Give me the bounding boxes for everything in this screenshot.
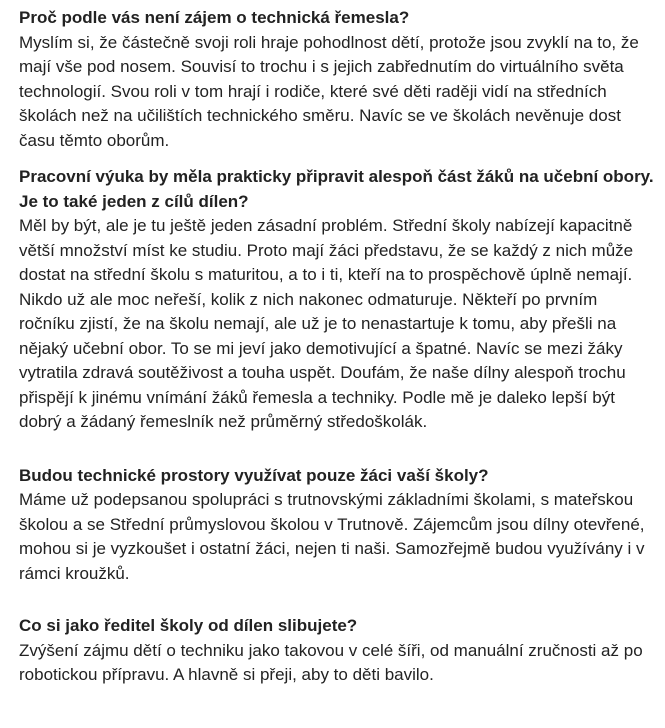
section-spacer [19, 435, 657, 464]
section-spacer [19, 586, 657, 614]
qa-section [19, 614, 657, 688]
section-spacer [19, 153, 657, 165]
answer-paragraph: Myslím si, že částečně svoji roli hraje pohodlnost dětí, protože jsou zvyklí na to, že mají vše pod nosem. Souvisí to trochu i s jejich zabřednutím do virtuálního světa technologií. Svou roli v tom hrají i rodiče, které své děti raději vidí na středních školách než na učilištích technického směru. Navíc se ve školách nevěnuje dost času těmto oborům. [19, 32, 639, 150]
question-heading: Budou technické prostory využívat pouze žáci vaší školy? [19, 465, 489, 485]
answer-paragraph: Zvýšení zájmu dětí o techniku jako takovou v celé šíři, od manuální zručnosti až po robotickou přípravu. A hlavně si přeji, aby to děti bavilo. [19, 640, 643, 684]
question-heading: Proč podle vás není zájem o technická řemesla? [19, 8, 410, 27]
question-heading: Co si jako ředitel školy od dílen slibujete? [19, 616, 358, 635]
qa-section [19, 165, 657, 435]
answer-paragraph: Měl by být, ale je tu ještě jeden zásadní problém. Střední školy nabízejí kapacitně větší množství míst ke studiu. Proto mají žáci představu, že se každý z nich může dostat na střední školu s maturitou, a to i ti, kteří na to prospěchově úplně nemají. Nikdo už ale moc neřeší, kolik z nich nakonec odmaturuje. Někteří po prvním ročníku zjistí, že na školu nemají, ale už je to nenastartuje k tomu, aby přešli na nějaký učební obor. To se mi jeví jako demotivující a špatné. Navíc se mezi žáky vytratila zdravá soutěživost a touha uspět. Doufám, že naše dílny alespoň trochu přispějí k jinému vnímání žáků řemesla a techniky. Podle mě je daleko lepší být dobrý a žádaný řemeslník než průměrný středoškolák. [19, 216, 634, 431]
question-heading: Pracovní výuka by měla prakticky připravit alespoň část žáků na učební obory. Je to také jeden z cílů dílen? [19, 167, 654, 211]
answer-paragraph: Máme už podepsanou spolupráci s trutnovskými základními školami, s mateřskou školou a se Střední průmyslovou školou v Trutnově. Zájemcům jsou dílny otevřené, mohou si je vyzkoušet i ostatní žáci, nejen ti naši. Samozřejmě budou využívány i v rámci kroužků. [19, 490, 645, 583]
qa-section [19, 6, 657, 153]
qa-section [19, 464, 657, 587]
